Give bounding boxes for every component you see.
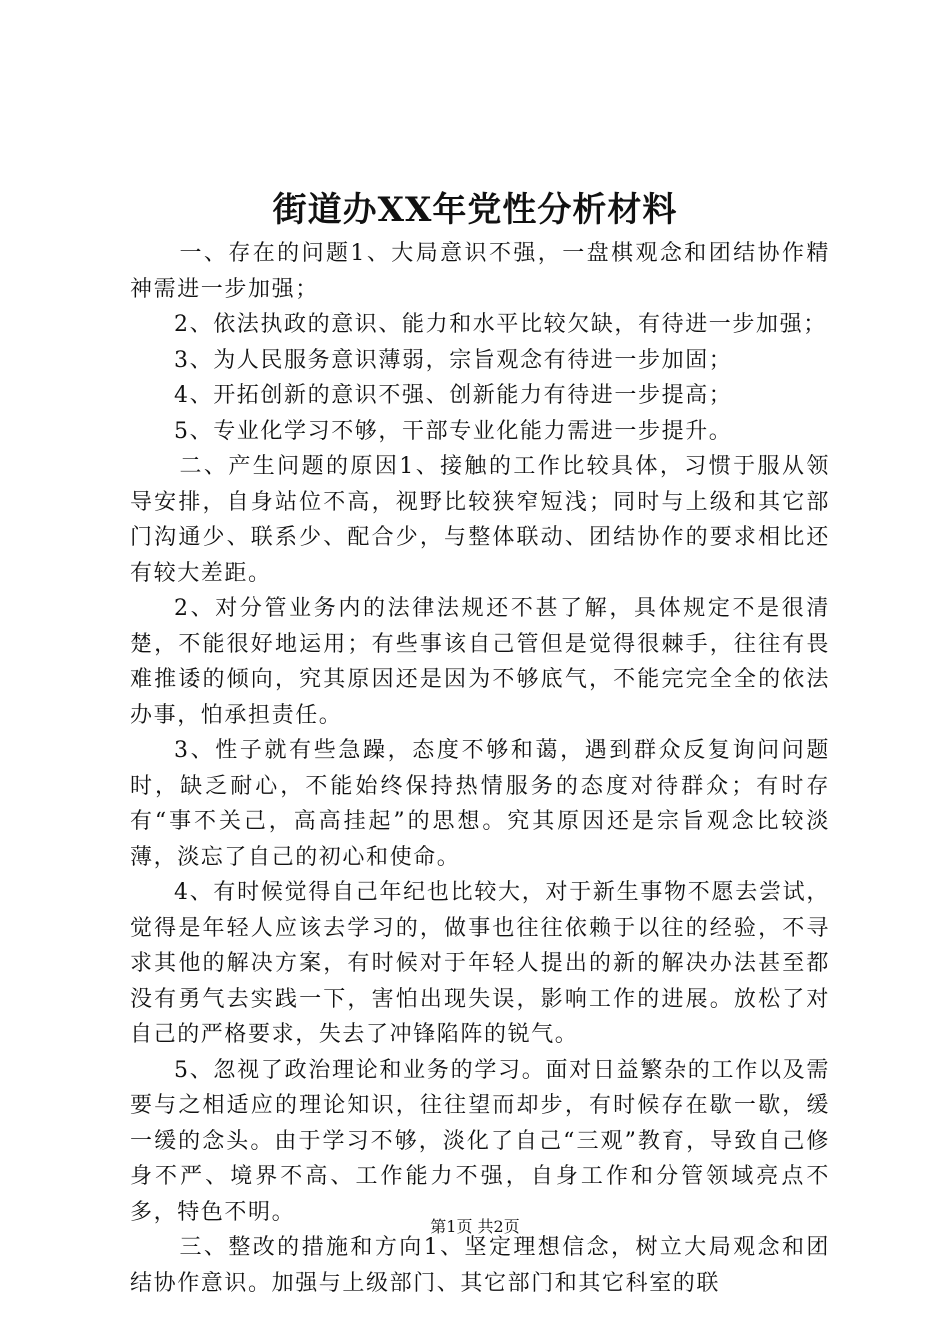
paragraph-section-3-heading: 三、整改的措施和方向1、坚定理想信念，树立大局观念和团结协作意识。加强与上级部门、其它部门和其它科室的联 bbox=[130, 1235, 830, 1296]
paragraph-section-1-heading: 一、存在的问题1、大局意识不强，一盘棋观念和团结协作精神需进一步加强； bbox=[130, 241, 830, 302]
paragraph-item-3: 3、为人民服务意识薄弱，宗旨观念有待进一步加固； bbox=[174, 347, 733, 373]
paragraph-item-2: 2、依法执政的意识、能力和水平比较欠缺，有待进一步加强； bbox=[174, 312, 827, 337]
paragraph-cause-4: 4、有时候觉得自己年纪也比较大，对于新生事物不愿去尝试，觉得是年轻人应该去学习的，做事也往往依赖于以往的经验，不寻求其他的解决方案，有时候对于年轻人提出的新的解决办法甚至都没有勇气去实践一下，害怕出现失误，影响工作的进展。放松了对自己的严格要求，失去了冲锋陷阵的锐气。 bbox=[130, 880, 830, 1047]
document-body bbox=[130, 236, 830, 1301]
paragraph-cause-3: 3、性子就有些急躁，态度不够和蔼，遇到群众反复询问问题时，缺乏耐心，不能始终保持热情服务的态度对待群众；有时存有“事不关己，高高挂起”的思想。究其原因还是宗旨观念比较淡薄，淡忘了自己的初心和使命。 bbox=[130, 738, 830, 870]
paragraph-cause-2: 2、对分管业务内的法律法规还不甚了解，具体规定不是很清楚，不能很好地运用；有些事该自己管但是觉得很棘手，往往有畏难推诿的倾向，究其原因还是因为不够底气，不能完完全全的依法办事，怕承担责任。 bbox=[130, 596, 830, 728]
paragraph-cause-5: 5、忽视了政治理论和业务的学习。面对日益繁杂的工作以及需要与之相适应的理论知识，往往望而却步，有时候存在歇一歇，缓一缓的念头。由于学习不够，淡化了自己“三观”教育，导致自己修身不严、境界不高、工作能力不强，自身工作和分管领域亮点不多，特色不明。 bbox=[130, 1057, 830, 1225]
document-title: 街道办XX年党性分析材料 bbox=[272, 190, 678, 230]
page-number-footer: 第1页 共2页 bbox=[430, 1217, 520, 1236]
paragraph-section-2-heading: 二、产生问题的原因1、接触的工作比较具体，习惯于服从领导安排，自身站位不高，视野比较狭窄短浅；同时与上级和其它部门沟通少、联系少、配合少，与整体联动、团结协作的要求相比还有较大差距。 bbox=[130, 454, 830, 586]
paragraph-item-4: 4、开拓创新的意识不强、创新能力有待进一步提高； bbox=[174, 383, 733, 408]
paragraph-item-5: 5、专业化学习不够，干部专业化能力需进一步提升。 bbox=[174, 418, 733, 444]
